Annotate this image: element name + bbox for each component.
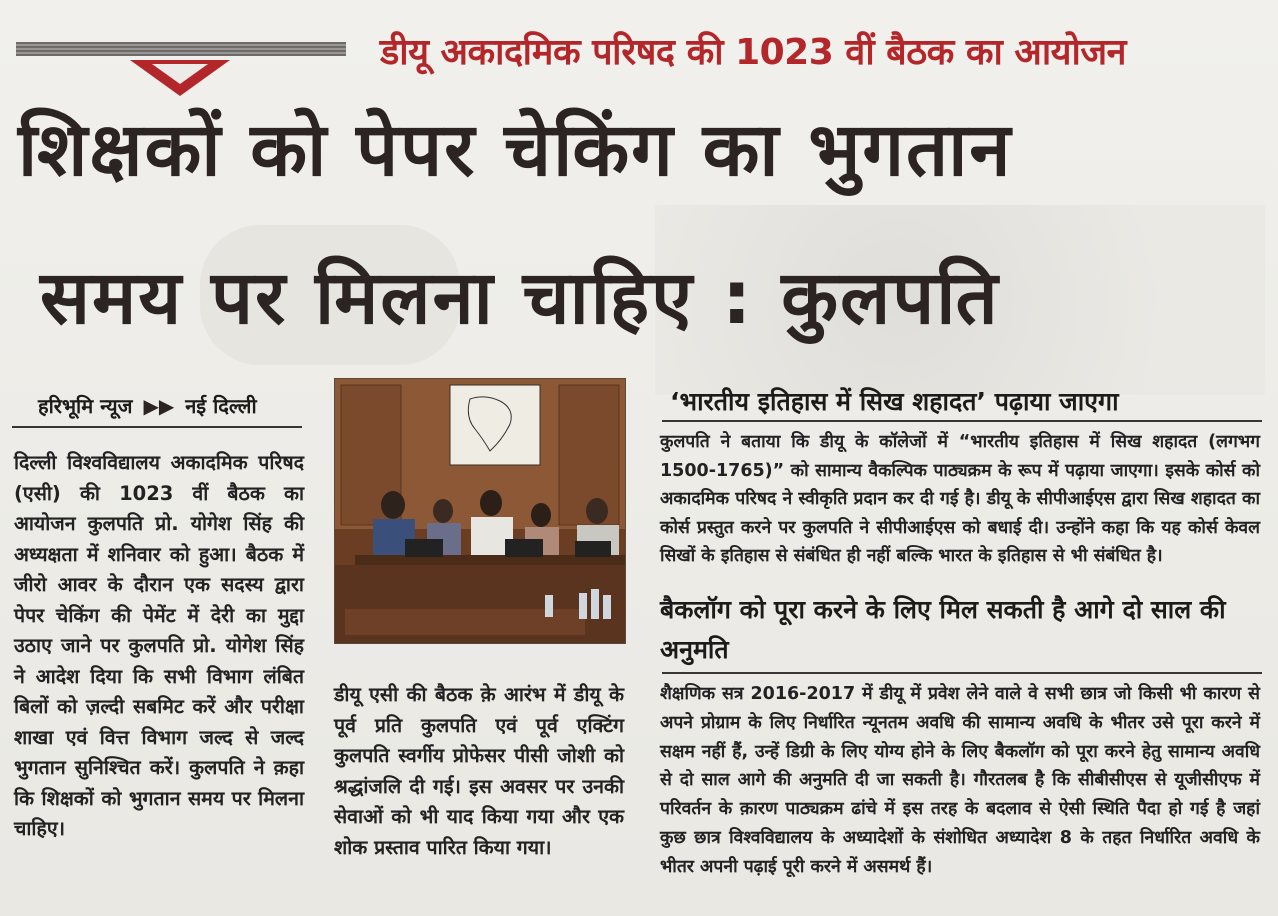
byline (38, 392, 300, 422)
chevron-down-icon (130, 58, 230, 98)
section1-body: कुलपति ने बताया कि डीयू के कॉलेजों में “भारतीय इतिहास में सिख शहादत (लगभग 1500-1765)” को सामान्य वैकल्पिक पाठ्यक्रम के रूप में पढ़ाया जाएगा। इसके कोर्स को अकादमिक परिषद ने स्वीकृति प्रदान कर दी गई है। डीयू के सीपीआईएस द्वारा सिख शहादत का कोर्स प्रस्तुत करने पर कुलपति ने सीपीआईएस को बधाई दी। उन्होंने कहा कि यह कोर्स केवल सिखों के इतिहास से संबंधित ही नहीं बल्कि भारत के इतिहास से भी संबंधित है। (660, 432, 1260, 566)
meeting-photo (334, 378, 626, 644)
main-headline-line1: शिक्षकों को पेपर चेकिंग का भुगतान (18, 107, 1013, 193)
byline-source: हरिभूमि न्यूज (38, 394, 133, 418)
section2-body: शैक्षणिक सत्र 2016-2017 में डीयू में प्रवेश लेने वाले वे सभी छात्र जो किसी भी कारण से अपने प्रोग्राम के लिए निर्धारित न्यूनतम अवधि की सामान्य अवधि के भीतर उसे पूरा करने में सक्षम नहीं हैं, उन्हें डिग्री के लिए योग्य होने के लिए बैकलॉग को पूरा करने हेतु सामान्य अवधि से दो साल आगे की अनुमति दी जा सकती है। गौरतलब है कि सीबीसीएस से यूजीसीएफ में परिवर्तन के क़ारण पाठ्यक्रम ढांचे में इस तरह के बदलाव से ऐसी स्थिति पैदा हो गई है जहां कुछ छात्र विश्वविद्यालय के अध्यादेशों के संशोधित अध्यादेश 8 के तहत निर्धारित अवधि के भीतर अपनी पढ़ाई पूरी करने में असमर्थ हैं। (660, 684, 1260, 877)
section2-rule (662, 672, 1262, 674)
section1-heading: ‘भारतीय इतिहास में सिख शहादत’ पढ़ाया जाएगा (670, 387, 1119, 416)
byline-city: नई दिल्ली (185, 394, 257, 418)
article-body-column-1: दिल्ली विश्वविद्यालय अकादमिक परिषद (एसी) की 1023 वीं बैठक का आयोजन कुलपति प्रो. योगेश सिंह की अध्यक्षता में शनिवार को हुआ। बैठक में जीरो आवर के दौरान एक सदस्य द्वारा पेपर चेकिंग की पेमेंट में देरी का मुद्दा उठाए जाने पर कुलपति प्रो. योगेश सिंह ने आदेश दिया कि सभी विभाग लंबित बिलों को ज़ल्दी सबमिट करें और परीक्षा शाखा एवं वित्त विभाग जल्द से जल्द भुगतान सुनिश्चित करें। कुलपति ने क़हा कि शिक्षकों को भुगतान समय पर मिलना चाहिए। (14, 451, 304, 840)
section2-heading: बैकलॉग को पूरा करने के लिए मिल सकती है आगे दो साल की अनुमति (660, 595, 1226, 664)
double-arrow-icon: ▶▶ (143, 394, 175, 418)
meeting-photo-illustration (335, 379, 625, 643)
kicker-headline: डीयू अकादमिक परिषद की 1023 वीं बैठक का आयोजन (380, 32, 1127, 73)
article-body-column-2: डीयू एसी की बैठक क़े आरंभ में डीयू के पूर्व प्रति कुलपति एवं पूर्व एक्टिंग कुलपति स्वर्गीय प्रोफेसर पीसी जोशी को श्रद्धांजलि दी गई। इस अवसर पर उनकी सेवाओं को भी याद किया गया और एक शोक प्रस्ताव पारित किया गया। (334, 683, 624, 859)
kicker-stripe-bar (16, 42, 346, 56)
byline-rule (12, 426, 302, 428)
main-headline-line2: समय पर मिलना चाहिए : कुलपति (40, 255, 1000, 341)
section1-rule (662, 420, 1262, 422)
